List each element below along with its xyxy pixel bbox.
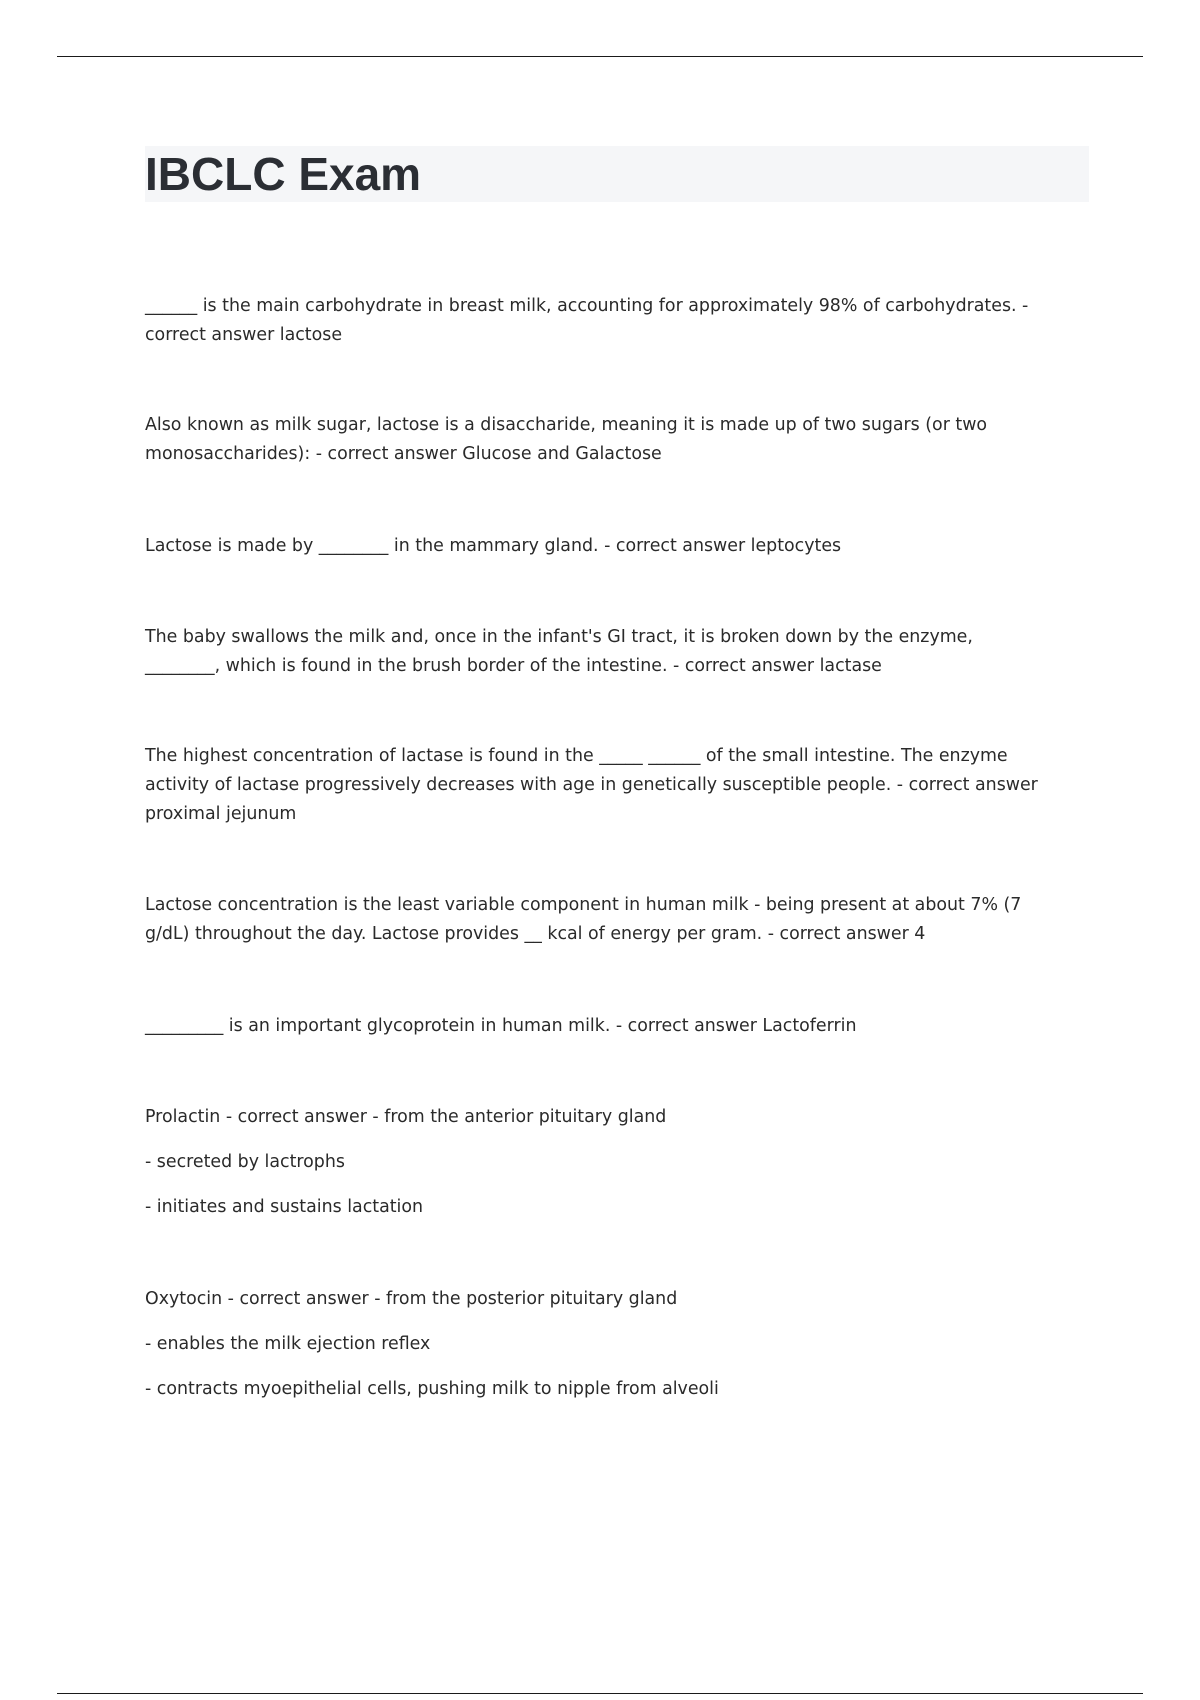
qa-entry bbox=[145, 532, 1065, 561]
qa-entry bbox=[145, 742, 1065, 829]
qa-line: The baby swallows the milk and, once in the infant's GI tract, it is broken down by the enzyme, bbox=[145, 627, 973, 647]
qa-line: correct answer lactose bbox=[145, 325, 343, 345]
qa-entry bbox=[145, 1103, 1065, 1222]
qa-detail-line: - initiates and sustains lactation bbox=[145, 1197, 424, 1217]
qa-entry bbox=[145, 1012, 1065, 1041]
qa-line: monosaccharides): - correct answer Glucose and Galactose bbox=[145, 444, 662, 464]
qa-entry bbox=[145, 891, 1065, 949]
qa-line: Prolactin - correct answer - from the anterior pituitary gland bbox=[145, 1107, 667, 1127]
qa-entry bbox=[145, 292, 1065, 350]
qa-entry bbox=[145, 1285, 1065, 1404]
qa-line: ________, which is found in the brush border of the intestine. - correct answer lactase bbox=[145, 656, 882, 676]
qa-line: g/dL) throughout the day. Lactose provides __ kcal of energy per gram. - correct answer 4 bbox=[145, 924, 926, 944]
qa-line: Lactose concentration is the least variable component in human milk - being present at about 7% (7 bbox=[145, 895, 1022, 915]
header-rule bbox=[57, 56, 1143, 57]
qa-line: Also known as milk sugar, lactose is a disaccharide, meaning it is made up of two sugars (or two bbox=[145, 415, 988, 435]
document-title: IBCLC Exam bbox=[145, 148, 422, 200]
qa-detail-line: - secreted by lactrophs bbox=[145, 1152, 345, 1172]
qa-line: ______ is the main carbohydrate in breast milk, accounting for approximately 98% of carbohydrates. - bbox=[145, 296, 1029, 316]
qa-line: proximal jejunum bbox=[145, 804, 297, 824]
qa-line: The highest concentration of lactase is found in the _____ ______ of the small intestine. The enzyme bbox=[145, 746, 1008, 766]
qa-detail-line: - enables the milk ejection reflex bbox=[145, 1334, 431, 1354]
qa-entry bbox=[145, 411, 1065, 469]
qa-entry bbox=[145, 623, 1065, 681]
qa-line: Oxytocin - correct answer - from the posterior pituitary gland bbox=[145, 1289, 678, 1309]
qa-line: _________ is an important glycoprotein in human milk. - correct answer Lactoferrin bbox=[145, 1016, 857, 1036]
qa-line: Lactose is made by ________ in the mammary gland. - correct answer leptocytes bbox=[145, 536, 842, 556]
footer-rule bbox=[57, 1693, 1143, 1694]
qa-detail-line: - contracts myoepithelial cells, pushing milk to nipple from alveoli bbox=[145, 1379, 719, 1399]
qa-line: activity of lactase progressively decreases with age in genetically susceptible people. - correct answer bbox=[145, 775, 1038, 795]
